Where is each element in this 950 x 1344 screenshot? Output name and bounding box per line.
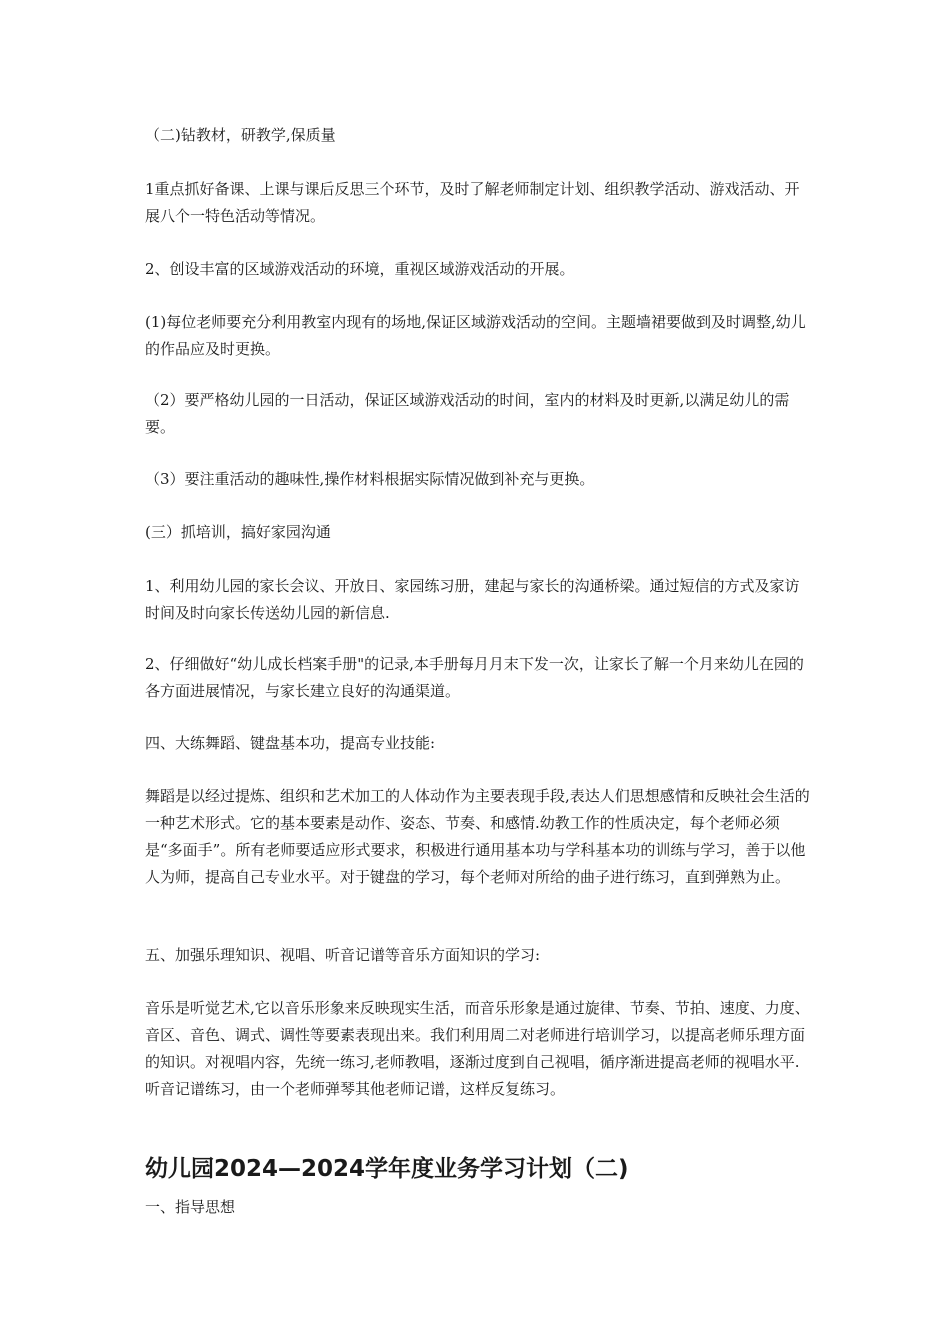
paragraph-4: (1)每位老师要充分利用教室内现有的场地,保证区域游戏活动的空间。主题墙裙要做到及时调整,幼儿的作品应及时更换。 bbox=[145, 313, 806, 358]
paragraph-2: 1重点抓好备课、上课与课后反思三个环节，及时了解老师制定计划、组织教学活动、游戏活动、开展八个一特色活动等情况。 bbox=[145, 180, 800, 225]
paragraph-13: 音乐是听觉艺术,它以音乐形象来反映现实生活，而音乐形象是通过旋律、节奏、节拍、速度、力度、音区、音色、调式、调性等要素表现出来。我们利用周二对老师进行培训学习，以提高老师乐理方面的知识。对视唱内容，先统一练习,老师教唱，逐渐过度到自己视唱，循序渐进提高老师的视唱水平.听音记谱练习，由一个老师弹琴其他老师记谱，这样反复练习。 bbox=[145, 999, 810, 1098]
paragraph-9: 2、仔细做好“幼儿成长档案手册"的记录,本手册每月月末下发一次，让家长了解一个月来幼儿在园的各方面进展情况，与家长建立良好的沟通渠道。 bbox=[145, 655, 804, 700]
paragraph-10: 四、大练舞蹈、键盘基本功，提高专业技能: bbox=[145, 734, 436, 752]
paragraph-7: (三）抓培训，搞好家园沟通 bbox=[145, 523, 331, 541]
paragraph-1: （二)钻教材，研教学,保质量 bbox=[145, 126, 336, 144]
paragraph-3: 2、创设丰富的区域游戏活动的环境，重视区域游戏活动的开展。 bbox=[145, 260, 575, 278]
paragraph-11: 舞蹈是以经过提炼、组织和艺术加工的人体动作为主要表现手段,表达人们思想感情和反映社会生活的一种艺术形式。它的基本要素是动作、姿态、节奏、和感情.幼教工作的性质决定，每个老师必须是“多面手”。所有老师要适应形式要求，积极进行通用基本功与学科基本功的训练与学习，善于以他人为师，提高自己专业水平。对于键盘的学习，每个老师对所给的曲子进行练习，直到弹熟为止。 bbox=[145, 787, 810, 886]
section-subheading: 一、指导思想 bbox=[145, 1198, 236, 1216]
paragraph-12: 五、加强乐理知识、视唱、听音记谱等音乐方面知识的学习: bbox=[145, 946, 541, 964]
paragraph-6: （3）要注重活动的趣味性,操作材料根据实际情况做到补充与更换。 bbox=[145, 470, 595, 488]
paragraph-5: （2）要严格幼儿园的一日活动，保证区域游戏活动的时间，室内的材料及时更新,以满足幼儿的需要。 bbox=[145, 391, 790, 436]
paragraph-8: 1、利用幼儿园的家长会议、开放日、家园练习册，建起与家长的沟通桥梁。通过短信的方式及家访时间及时向家长传送幼儿园的新信息. bbox=[145, 577, 800, 622]
section-title: 幼儿园2024—2024学年度业务学习计划（二) bbox=[145, 1156, 629, 1182]
